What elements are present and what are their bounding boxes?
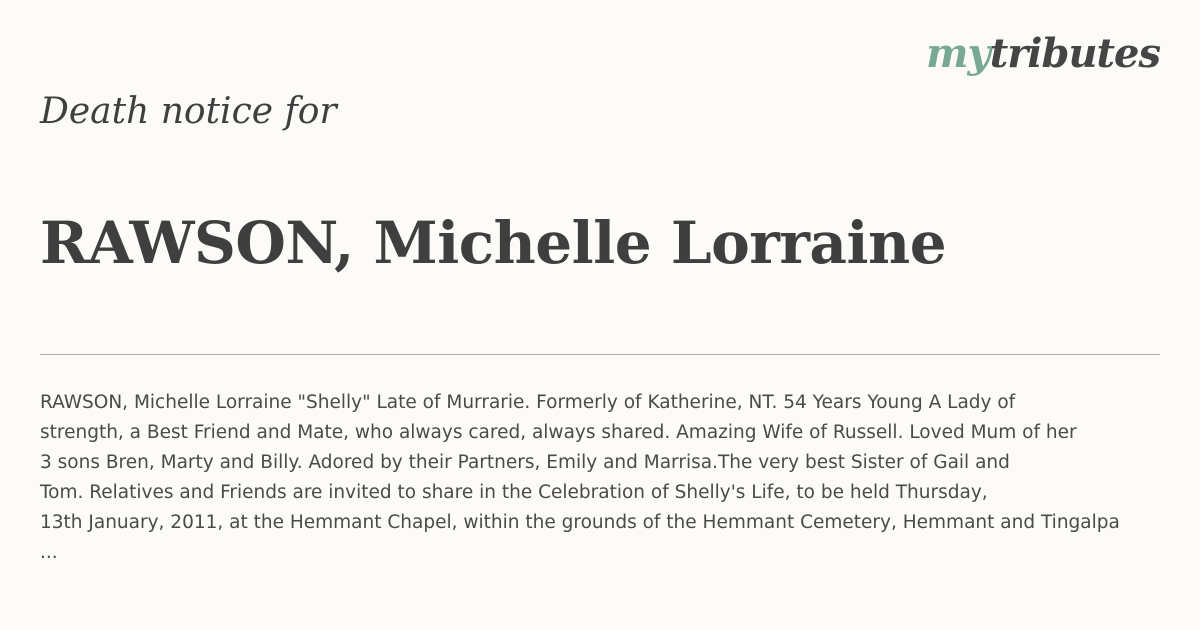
deceased-name: RAWSON, Michelle Lorraine (40, 209, 947, 277)
notice-text (40, 388, 1180, 568)
notice-line: 3 sons Bren, Marty and Billy. Adored by their Partners, Emily and Marrisa.The very best Sister of Gail and (40, 452, 1010, 473)
notice-ellipsis: ... (40, 542, 58, 563)
logo-tributes-text: tributes (989, 30, 1160, 77)
logo-my-text: my (926, 30, 990, 77)
notice-line: RAWSON, Michelle Lorraine "Shelly" Late of Murrarie. Formerly of Katherine, NT. 54 Years Young A Lady of (40, 392, 1016, 413)
notice-line: strength, a Best Friend and Mate, who always cared, always shared. Amazing Wife of Russell. Loved Mum of her (40, 422, 1077, 443)
page-subtitle: Death notice for (40, 91, 337, 132)
divider (40, 354, 1160, 355)
notice-line: Tom. Relatives and Friends are invited to share in the Celebration of Shelly's Life, to be held Thursday, (40, 482, 988, 503)
notice-line: 13th January, 2011, at the Hemmant Chapel, within the grounds of the Hemmant Cemetery, Hemmant and Tingalpa (40, 512, 1120, 533)
mytributes-logo[interactable] (926, 30, 1160, 77)
